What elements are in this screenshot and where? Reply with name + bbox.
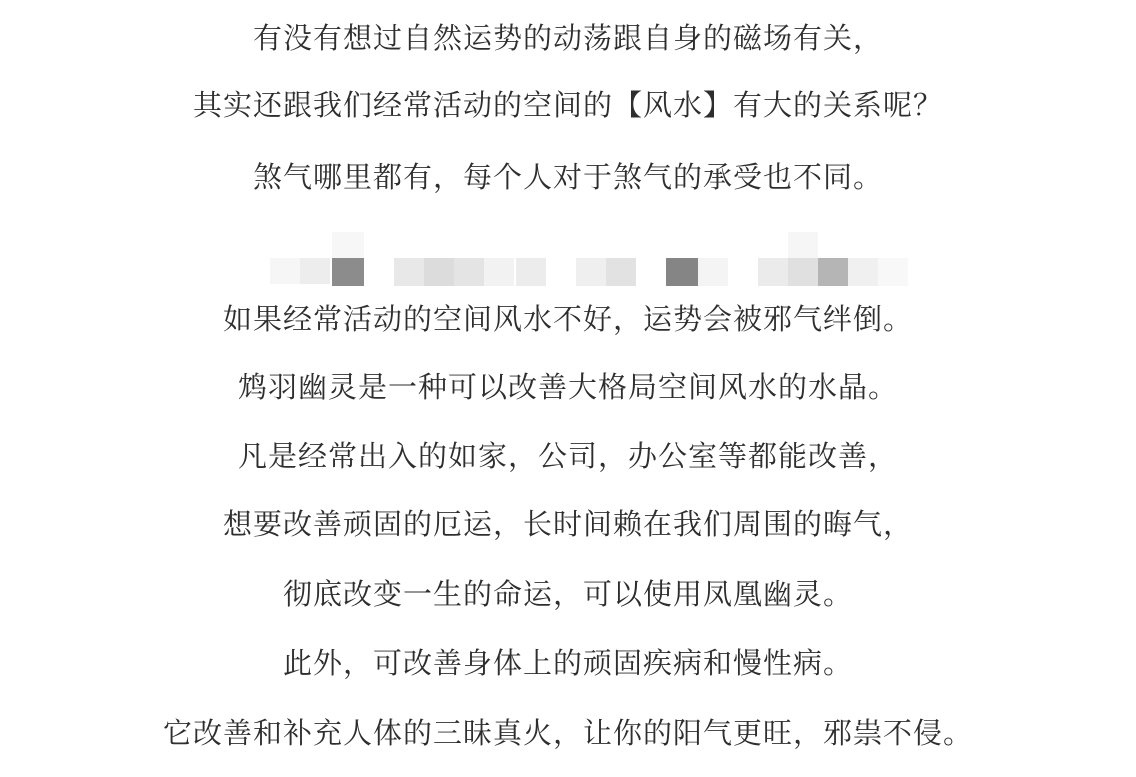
text-line: 如果经常活动的空间风水不好，运势会被邪气绊倒。	[222, 302, 913, 336]
mosaic-pixel	[818, 258, 848, 286]
mosaic-pixel	[576, 258, 606, 286]
mosaic-pixel	[666, 258, 698, 286]
mosaic-pixel	[758, 258, 788, 286]
mosaic-pixel	[788, 258, 818, 286]
text-line: 想要改善顽固的厄运，长时间赖在我们周围的晦气，	[222, 507, 913, 541]
text-line: 此外，可改善身体上的顽固疾病和慢性病。	[282, 646, 853, 680]
text-line: 凡是经常出入的如家，公司，办公室等都能改善，	[237, 439, 898, 473]
mosaic-pixel	[332, 232, 364, 258]
mosaic-pixel	[698, 258, 728, 286]
mosaic-pixel	[394, 258, 424, 286]
mosaic-pixel	[848, 258, 878, 286]
mosaic-pixel	[484, 258, 514, 286]
mosaic-pixel	[788, 232, 818, 258]
mosaic-pixel	[454, 258, 484, 286]
text-line: 煞气哪里都有，每个人对于煞气的承受也不同。	[252, 160, 883, 194]
mosaic-pixel	[606, 258, 636, 286]
mosaic-pixel	[300, 258, 330, 284]
text-line: 鸩羽幽灵是一种可以改善大格局空间风水的水晶。	[237, 370, 898, 404]
text-line: 彻底改变一生的命运，可以使用凤凰幽灵。	[282, 577, 853, 611]
mosaic-pixel	[516, 258, 546, 286]
pixelated-redaction	[270, 232, 920, 296]
text-line: 其实还跟我们经常活动的空间的【风水】有大的关系呢？	[192, 88, 943, 122]
mosaic-pixel	[332, 258, 364, 286]
mosaic-pixel	[878, 258, 908, 286]
mosaic-pixel	[270, 258, 300, 284]
text-line: 有没有想过自然运势的动荡跟自身的磁场有关，	[252, 21, 883, 55]
text-line: 它改善和补充人体的三昧真火，让你的阳气更旺，邪祟不侵。	[162, 716, 973, 750]
mosaic-pixel	[424, 258, 454, 286]
